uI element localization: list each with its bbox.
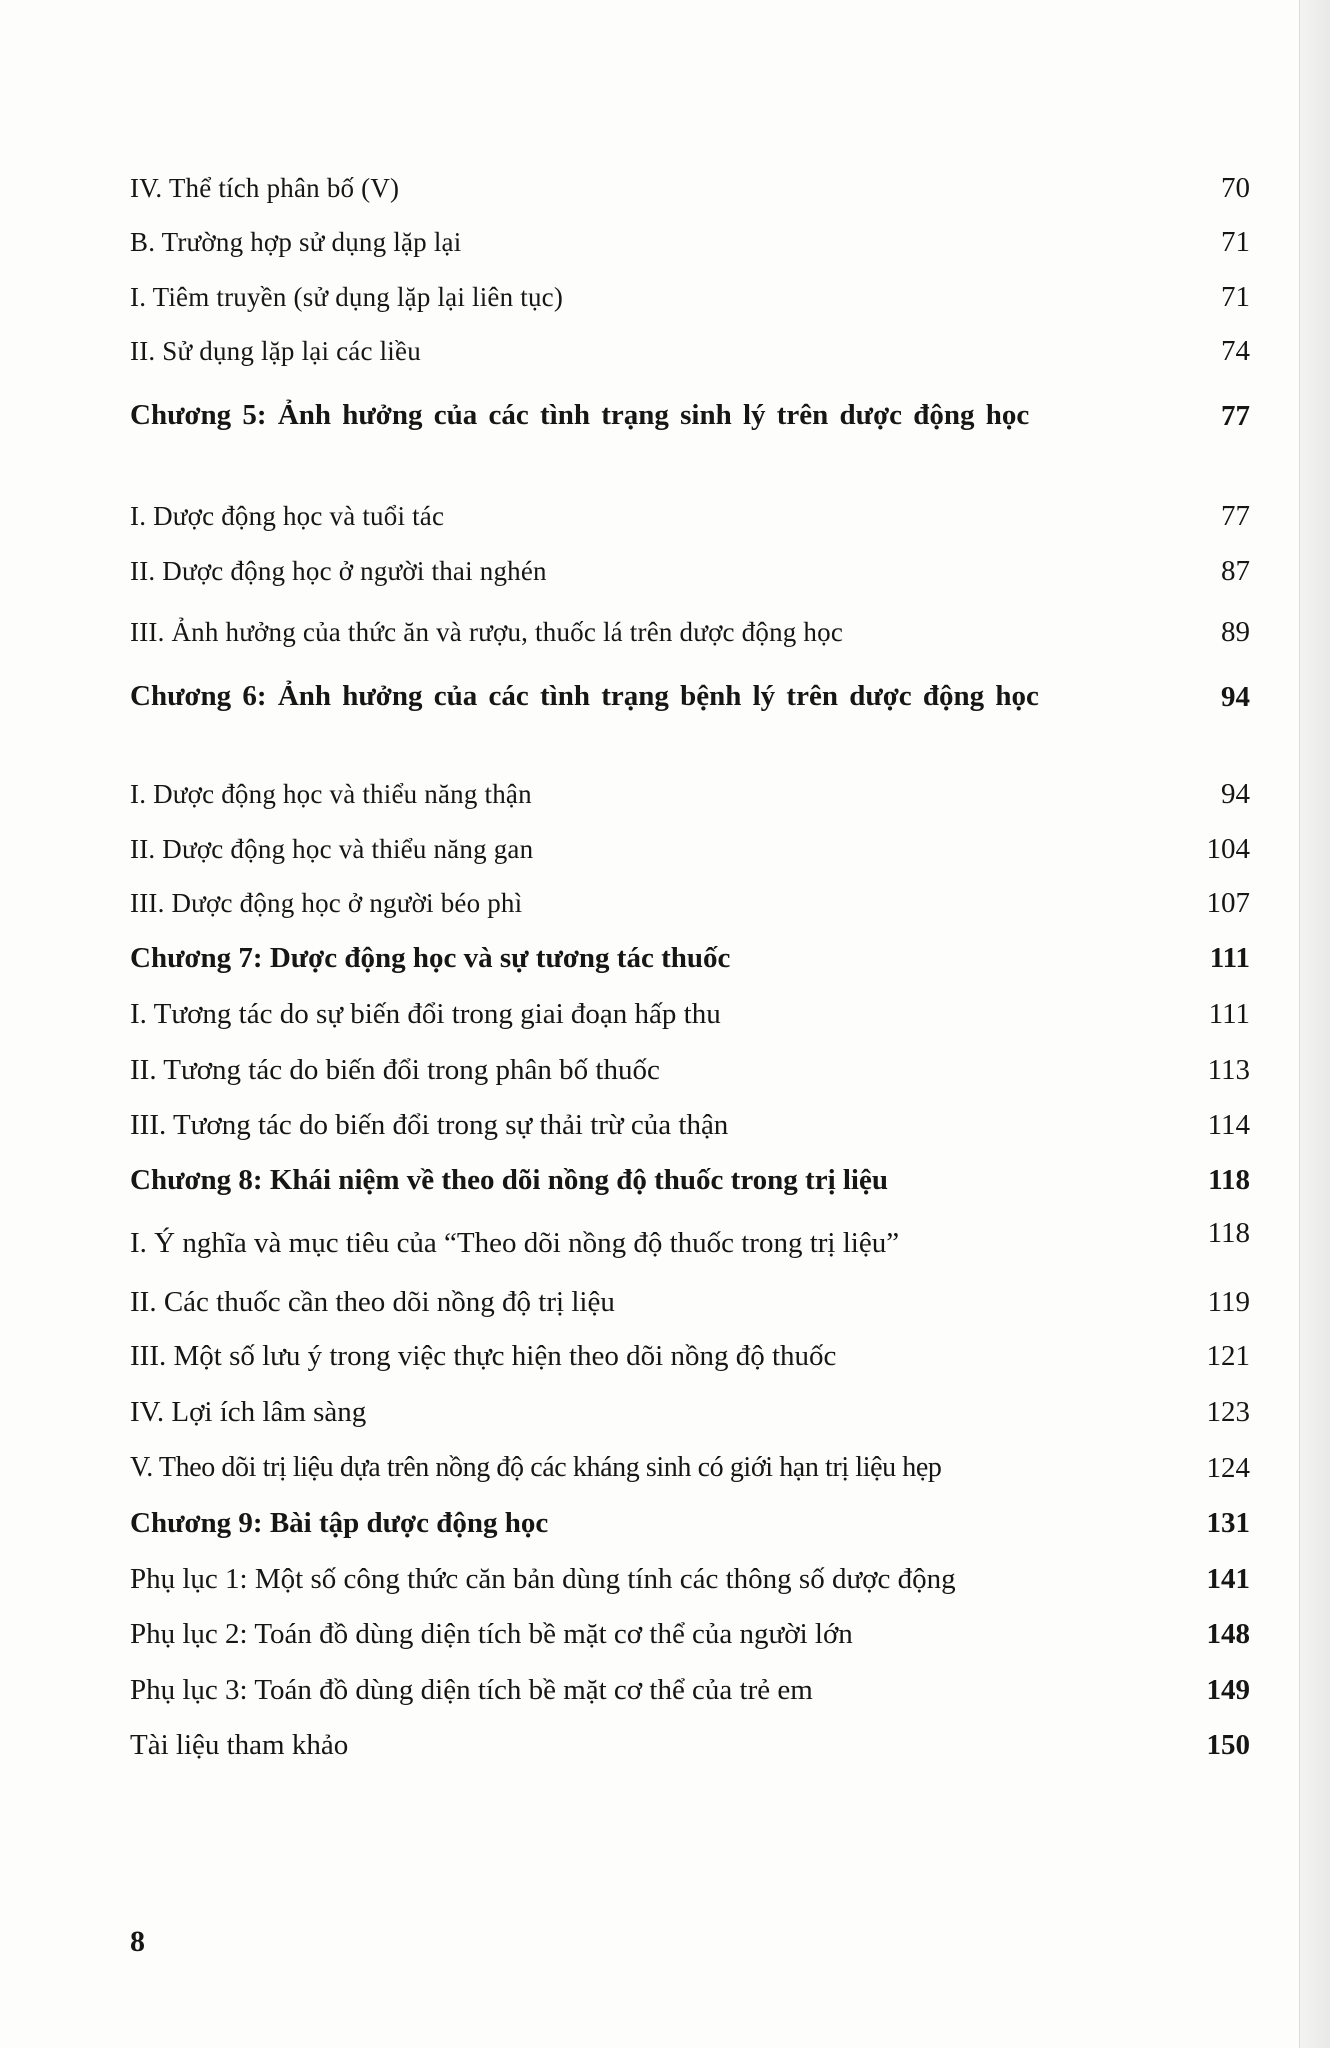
toc-entry-title: Tài liệu tham khảo (130, 1729, 349, 1761)
toc-entry-title: III. Ảnh hưởng của thức ăn và rượu, thuốc lá trên dược động học (130, 617, 844, 647)
toc-entry (130, 993, 1250, 1033)
toc-entry-title: II. Sử dụng lặp lại các liều (130, 336, 421, 366)
toc-entry (130, 550, 1250, 590)
toc-entry-title: Phụ lục 1: Một số công thức căn bản dùng tính các thông số dược động (130, 1563, 956, 1595)
toc-entry-title: IV. Lợi ích lâm sàng (130, 1396, 367, 1428)
toc-entry-title: III. Tương tác do biến đổi trong sự thải trừ của thận (130, 1109, 729, 1141)
toc-entry-title: II. Dược động học ở người thai nghén (130, 556, 547, 586)
toc-entry-page: 118 (1208, 1164, 1250, 1196)
toc-entry (130, 1558, 1250, 1598)
toc-entry-page: 121 (1206, 1340, 1250, 1372)
toc-entry-page: 131 (1206, 1507, 1250, 1539)
toc-entry-title: Chương 7: Dược động học và sự tương tác thuốc (130, 942, 731, 974)
toc-entry-title: I. Tiêm truyền (sử dụng lặp lại liên tục) (130, 282, 564, 312)
toc-entry-page: 111 (1209, 942, 1250, 974)
toc-entry (130, 1281, 1250, 1321)
toc-entry-page: 114 (1207, 1109, 1250, 1141)
toc-chapter-entry (130, 676, 1250, 760)
toc-entry-page: 118 (1207, 1217, 1250, 1249)
toc-chapter-entry (130, 395, 1250, 479)
toc-entry-page: 119 (1207, 1286, 1250, 1318)
toc-entry-title: Chương 9: Bài tập dược động học (130, 1507, 549, 1539)
page-number: 8 (130, 1925, 145, 1958)
toc-entry (130, 1669, 1250, 1709)
toc-entry-page: 113 (1207, 1054, 1250, 1086)
toc-entry-title: IV. Thể tích phân bố (V) (130, 173, 400, 203)
toc-entry-page: 150 (1206, 1729, 1250, 1761)
toc-entry-title: I. Tương tác do sự biến đổi trong giai đoạn hấp thu (130, 998, 721, 1030)
toc-entry-page: 87 (1221, 555, 1250, 587)
toc-entry-page: 94 (1221, 778, 1250, 810)
toc-entry (130, 611, 1250, 651)
toc-entry-title: Chương 5: Ảnh hưởng của các tình trạng sinh lý trên dược động học (130, 399, 1030, 431)
toc-entry-page: 124 (1206, 1452, 1250, 1484)
toc-entry-title: Phụ lục 3: Toán đồ dùng diện tích bề mặt cơ thể của trẻ em (130, 1674, 813, 1706)
toc-entry (130, 1217, 1250, 1262)
toc-entry (130, 276, 1250, 316)
toc-entry-title: I. Dược động học và tuổi tác (130, 501, 445, 531)
toc-entry-page: 148 (1206, 1618, 1250, 1650)
toc-entry-title: III. Một số lưu ý trong việc thực hiện theo dõi nồng độ thuốc (130, 1340, 837, 1372)
toc-entry-title: II. Tương tác do biến đổi trong phân bố thuốc (130, 1054, 660, 1086)
toc-entry (130, 1049, 1250, 1089)
toc-entry (130, 495, 1250, 535)
toc-entry-page: 111 (1208, 998, 1250, 1030)
toc-entry-title: II. Dược động học và thiểu năng gan (130, 834, 534, 864)
toc-entry (130, 828, 1250, 868)
toc-entry (130, 167, 1250, 207)
toc-entry-page: 71 (1221, 281, 1250, 313)
toc-entry-page: 70 (1221, 172, 1250, 204)
toc-entry-title: B. Trường hợp sử dụng lặp lại (130, 227, 462, 257)
toc-entry-title: Phụ lục 2: Toán đồ dùng diện tích bề mặt cơ thể của người lớn (130, 1618, 853, 1650)
toc-entry-title: I. Dược động học và thiểu năng thận (130, 779, 532, 809)
toc-entry (130, 330, 1250, 370)
toc-chapter-entry (130, 937, 1250, 977)
toc-entry (130, 1335, 1250, 1375)
toc-entry (130, 1724, 1250, 1764)
toc-entry-page: 141 (1206, 1563, 1250, 1595)
toc-entry-title: III. Dược động học ở người béo phì (130, 888, 523, 918)
toc-entry-page: 149 (1206, 1674, 1250, 1706)
toc-entry-page: 107 (1206, 887, 1250, 919)
toc-entry-title: Chương 6: Ảnh hưởng của các tình trạng bệnh lý trên dược động học (130, 680, 1039, 712)
toc-entry (130, 1104, 1250, 1144)
toc-chapter-entry (130, 1502, 1250, 1542)
toc-entry-page: 94 (1221, 681, 1250, 713)
toc-entry-title: Chương 8: Khái niệm về theo dõi nồng độ thuốc trong trị liệu (130, 1164, 888, 1196)
toc-entry-page: 104 (1206, 833, 1250, 865)
toc-chapter-entry (130, 1159, 1250, 1199)
toc-entry (130, 1391, 1250, 1431)
toc-entry-page: 71 (1221, 226, 1250, 258)
toc-entry-page: 77 (1221, 500, 1250, 532)
toc-entry-title: I. Ý nghĩa và mục tiêu của “Theo dõi nồng độ thuốc trong trị liệu” (130, 1227, 900, 1259)
toc-entry-page: 77 (1221, 400, 1250, 432)
toc-entry-page: 89 (1221, 616, 1250, 648)
toc-entry (130, 882, 1250, 922)
toc-entry-title: V. Theo dõi trị liệu dựa trên nồng độ các kháng sinh có giới hạn trị liệu hẹp (130, 1452, 942, 1483)
toc-entry-title: II. Các thuốc cần theo dõi nồng độ trị liệu (130, 1286, 615, 1318)
toc-entry (130, 221, 1250, 261)
toc-entry (130, 1613, 1250, 1653)
toc-entry-page: 123 (1206, 1396, 1250, 1428)
toc-entry (130, 1447, 1250, 1487)
toc-entry-page: 74 (1221, 335, 1250, 367)
toc-entry (130, 773, 1250, 813)
